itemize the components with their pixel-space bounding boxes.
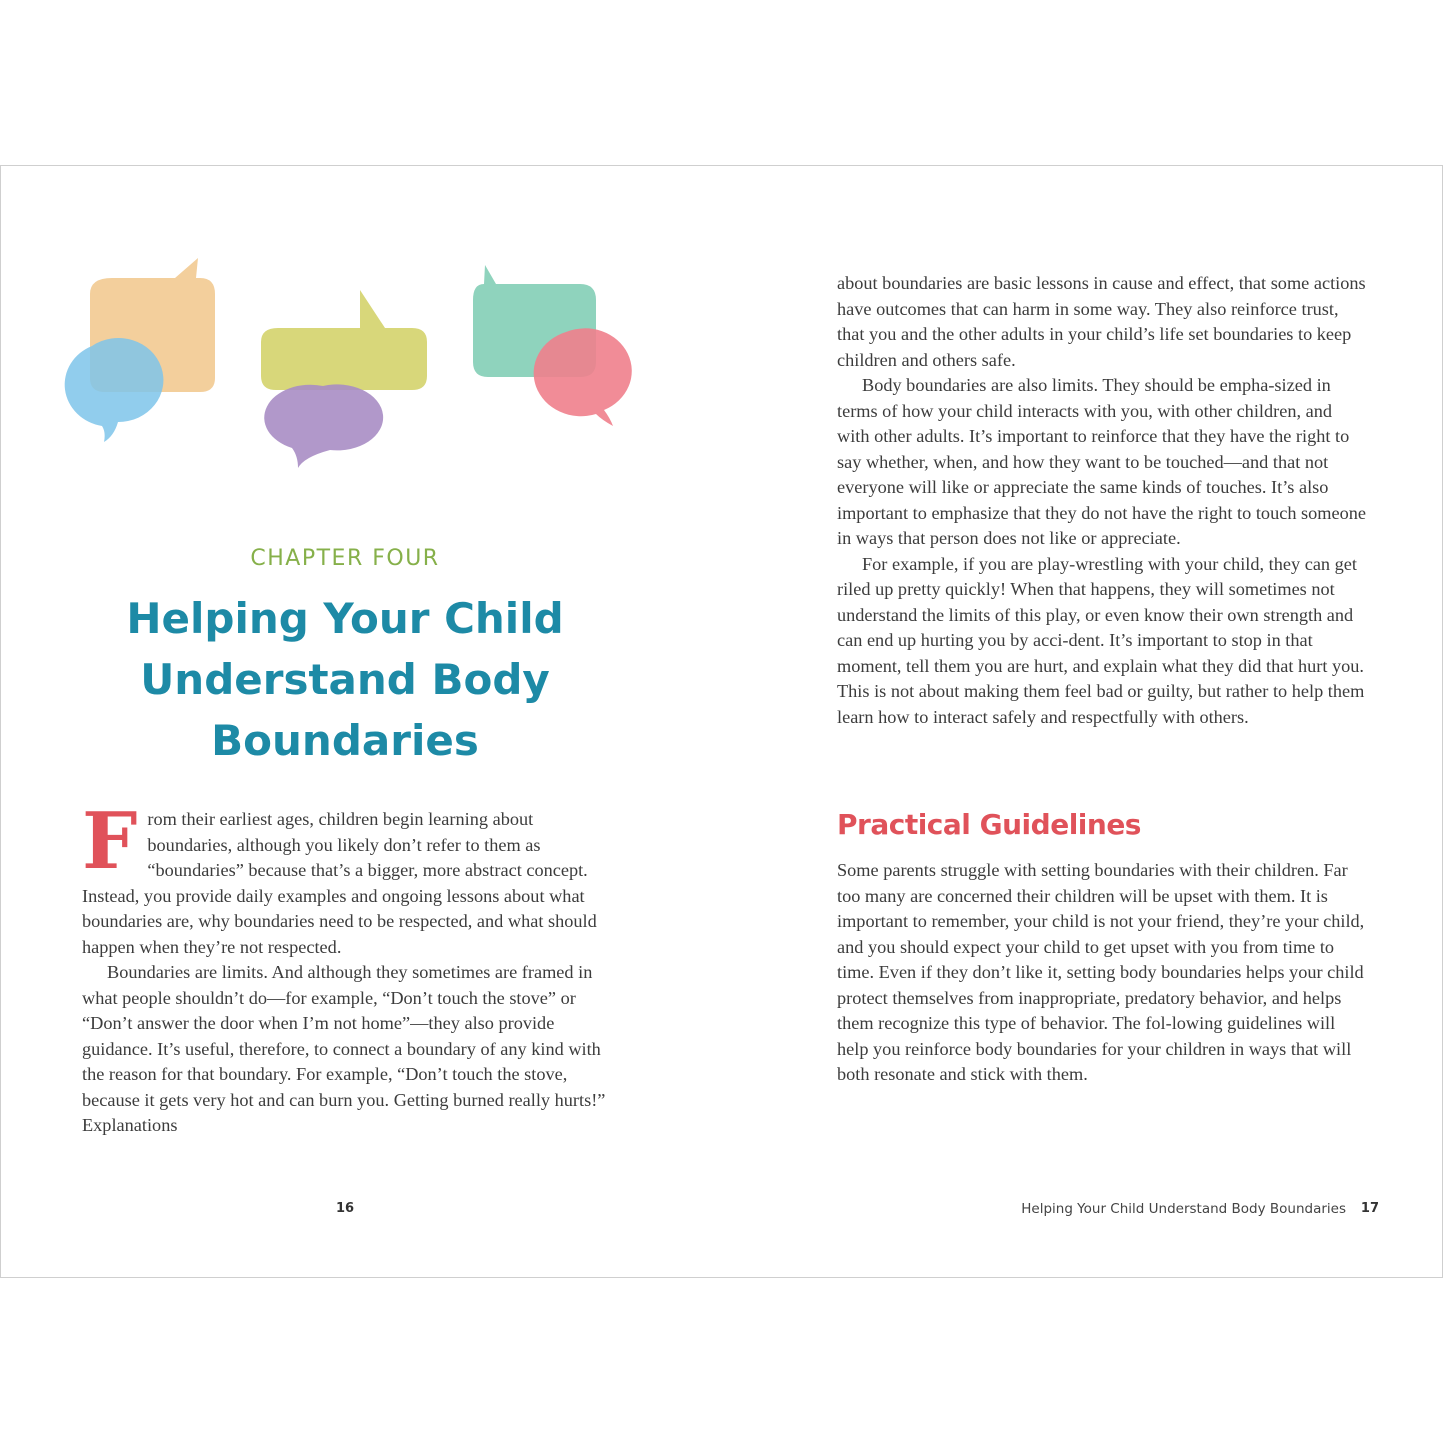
running-head: Helping Your Child Understand Body Boundaries — [1021, 1201, 1346, 1217]
speech-bubble-icon — [65, 338, 164, 442]
body-paragraph: Some parents struggle with setting boundaries with their children. Far too many are concerned their children will be upset with them. It is important to remember, your child is not your friend, they’re your child, and you should expect your child to get upset with you from time to time. Even if they don’t like it, setting body boundaries helps your child protect themselves from inappropriate, predatory behavior, and helps them recognize this type of behavior. The fol-lowing guidelines will help you reinforce body boundaries for your children in ways that will both resonate and stick with them. — [837, 860, 1365, 1084]
opening-paragraph — [82, 796, 612, 960]
chapter-title-line: Helping Your Child — [126, 594, 564, 643]
opening-paragraph-text: rom their earliest ages, children begin learning about boundaries, although you likely don’t refer to them as “boundaries” because that’s a bigger, more abstract concept. Instead, you provide daily examples and ongoing lessons about what boundaries are, why boundaries need to be respected, and what should happen when they’re not respected. — [82, 809, 597, 957]
chapter-label: CHAPTER FOUR — [250, 546, 440, 571]
chapter-title-line: Boundaries — [211, 716, 479, 765]
right-body-text — [837, 271, 1367, 730]
left-body-text — [82, 796, 612, 1139]
speech-bubble-icon — [264, 384, 383, 468]
page-number-left: 16 — [335, 1201, 355, 1216]
section-body-text — [837, 858, 1367, 1088]
body-paragraph: For example, if you are play-wrestling with your child, they can get riled up pretty quickly! When that happens, they will sometimes not understand the limits of this play, or even know their own strength and can end up hurting you by acci-dent. It’s important to stop in that moment, tell them you are hurt, and explain what they did that hurt you. This is not about making them feel bad or guilty, but rather to help them learn how to interact safely and respectfully with others. — [837, 553, 1365, 727]
speech-bubble-icon — [261, 290, 427, 390]
page-number-right: 17 — [1360, 1201, 1379, 1216]
chapter-title-line: Understand Body — [140, 655, 550, 704]
section-heading: Practical Guidelines — [837, 808, 1141, 841]
body-paragraph: Boundaries are limits. And although they sometimes are framed in what people shouldn’t do—for example, “Don’t touch the stove” or “Don’t answer the door when I’m not home”—they also provide guidance. It’s useful, therefore, to connect a boundary of any kind with the reason for that boundary. For example, “Don’t touch the stove, because it gets very hot and can burn you. Getting burned really hurts!” Explanations — [82, 962, 606, 1135]
speech-bubble-icon — [534, 328, 632, 426]
speech-bubbles-illustration — [40, 250, 650, 480]
body-paragraph: Body boundaries are also limits. They should be empha-sized in terms of how your child interacts with you, with other children, and with other adults. It’s important to reinforce that they have the right to say whether, when, and how they want to be touched—and that not everyone will like or appreciate the same kinds of touches. It’s also important to emphasize that they do not have the right to touch someone in ways that person does not like or appreciate. — [837, 375, 1367, 548]
chapter-title — [80, 588, 610, 771]
drop-cap: F — [82, 796, 138, 887]
body-paragraph: about boundaries are basic lessons in cause and effect, that some actions have outcomes that can harm in some way. They also reinforce trust, that you and the other adults in your child’s life set boundaries to keep children and others safe. — [837, 273, 1366, 370]
